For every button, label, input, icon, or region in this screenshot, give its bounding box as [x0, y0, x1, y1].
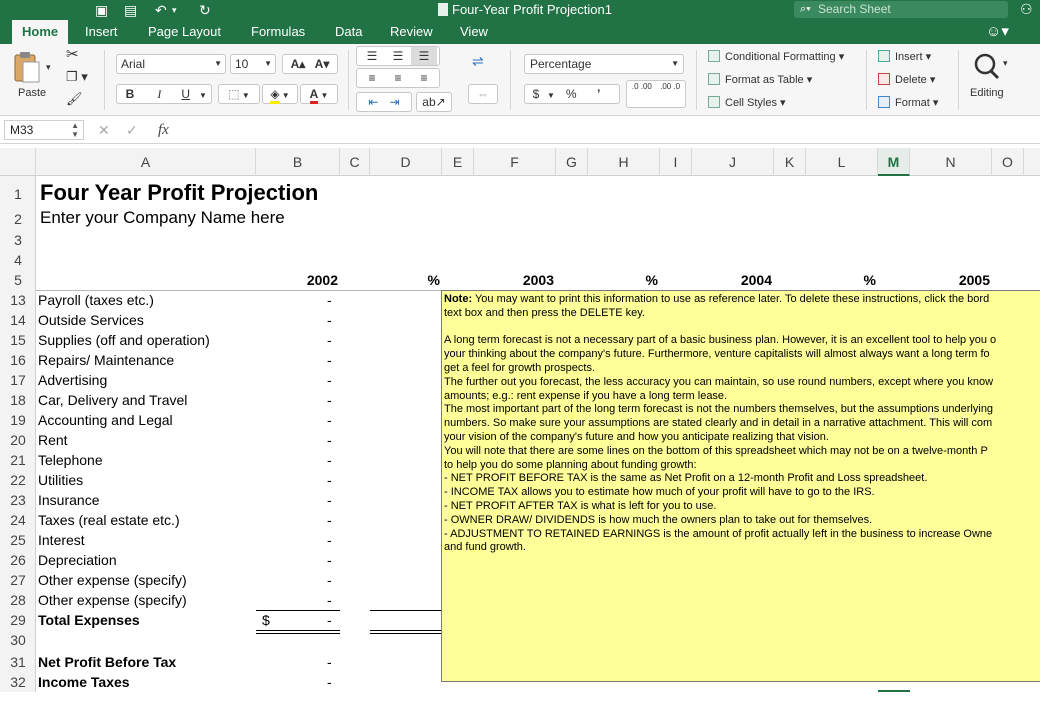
note-line: text box and then press the DELETE key.: [444, 306, 645, 319]
row-header[interactable]: 25: [10, 532, 26, 548]
column-header-h[interactable]: H: [588, 148, 660, 176]
row-label[interactable]: Telephone: [38, 452, 103, 468]
delete-cells-icon: [878, 73, 890, 85]
delete-cells-label: Delete: [895, 74, 927, 86]
decrease-decimal-button[interactable]: .00 .0: [660, 82, 681, 91]
conditional-formatting-button[interactable]: Conditional Formatting ▾: [708, 50, 844, 64]
note-line: - INCOME TAX allows you to estimate how much of your profit will have to go to the IRS.: [444, 486, 875, 499]
paste-button[interactable]: [12, 50, 42, 84]
year-header-2003[interactable]: 2003: [522, 272, 554, 288]
note-line: amounts; e.g.: rent expense if you have a long term lease.: [444, 389, 728, 402]
row-headers: [0, 176, 36, 714]
paste-dropdown-icon[interactable]: ▾: [46, 62, 51, 72]
format-cells-label: Format: [895, 97, 930, 109]
format-painter-icon[interactable]: 🖌: [66, 91, 83, 106]
row-label[interactable]: Rent: [38, 432, 68, 448]
magnifier-icon: [970, 50, 1010, 82]
align-top-icon[interactable]: ☰: [366, 49, 378, 63]
font-color-icon: A: [310, 87, 319, 104]
value-cell[interactable]: -: [327, 292, 332, 308]
row-header[interactable]: 19: [10, 412, 26, 428]
note-line: and fund growth.: [444, 541, 526, 554]
tab-home[interactable]: Home: [12, 20, 68, 44]
chevron-down-icon: ▼: [279, 91, 290, 100]
underline-button[interactable]: U: [181, 87, 191, 101]
row-header[interactable]: 30: [10, 632, 26, 648]
ribbon-tabs: [0, 20, 1040, 44]
format-as-table-label: Format as Table: [725, 74, 804, 86]
text-orientation-icon: ab↗: [422, 95, 446, 109]
cut-icon[interactable]: ✂: [66, 46, 79, 63]
title-bar: [0, 0, 1040, 20]
name-box-stepper-icon[interactable]: ▲ ▼: [71, 121, 79, 139]
column-header-d[interactable]: D: [370, 148, 442, 176]
chevron-down-icon: ▼: [671, 59, 679, 68]
row-label[interactable]: Outside Services: [38, 312, 144, 328]
currency-button[interactable]: $: [532, 87, 540, 101]
row-header[interactable]: 14: [10, 312, 26, 328]
net-profit-before-tax-label[interactable]: Net Profit Before Tax: [38, 654, 177, 670]
row-header[interactable]: 13: [10, 292, 26, 308]
editing-button[interactable]: [966, 50, 1016, 106]
tab-insert[interactable]: Insert: [85, 24, 118, 39]
row-label[interactable]: Insurance: [38, 492, 100, 508]
row-header[interactable]: 26: [10, 552, 26, 568]
note-line: A long term forecast is not a necessary part of a basic business plan. However, it is an excellent tool to help you o: [444, 334, 997, 347]
note-line: - OWNER DRAW/ DIVIDENDS is how much the owners plan to take out for themselves.: [444, 513, 873, 526]
search-icon: ⌕▾: [800, 3, 811, 15]
chevron-down-icon: ▼: [239, 91, 250, 100]
share-user-icon[interactable]: ⚇: [1020, 1, 1033, 17]
comma-button[interactable]: ʼ: [596, 87, 601, 101]
total-currency-symbol[interactable]: $: [262, 612, 270, 628]
note-lead: Note:: [444, 293, 473, 305]
row-header[interactable]: 16: [10, 352, 26, 368]
value-cell[interactable]: -: [327, 432, 332, 448]
increase-decimal-button[interactable]: .0 .00: [631, 82, 652, 91]
number-style-group: [524, 84, 620, 104]
formula-input[interactable]: [186, 120, 1026, 140]
row-label[interactable]: Repairs/ Maintenance: [38, 352, 175, 368]
row-header[interactable]: 3: [14, 232, 22, 248]
chevron-down-icon: ▼: [318, 91, 329, 100]
percent-button[interactable]: %: [565, 87, 577, 101]
sidebar-toggle-icon[interactable]: ▣: [95, 2, 109, 18]
row-label[interactable]: Accounting and Legal: [38, 412, 173, 428]
column-header-a[interactable]: A: [36, 148, 256, 176]
income-taxes-label[interactable]: Income Taxes: [38, 674, 130, 690]
align-right-icon[interactable]: ≡: [420, 71, 428, 85]
row-header[interactable]: 22: [10, 472, 26, 488]
value-cell[interactable]: -: [327, 654, 332, 670]
value-cell[interactable]: -: [327, 572, 332, 588]
fill-color-button[interactable]: [262, 84, 298, 104]
undo-dropdown-icon[interactable]: ▾: [172, 5, 177, 15]
chevron-down-icon: ▼: [264, 59, 272, 68]
conditional-formatting-icon: [708, 50, 720, 62]
year-header-2005[interactable]: 2005: [958, 272, 990, 288]
percent-header[interactable]: %: [645, 272, 658, 288]
align-bottom-icon[interactable]: ☰: [411, 47, 437, 65]
column-header-l[interactable]: L: [806, 148, 878, 176]
total-double-underline: [370, 633, 442, 634]
decrease-font-icon[interactable]: A▾: [314, 57, 330, 71]
document-icon: [438, 3, 448, 16]
row-header[interactable]: 1: [14, 186, 22, 202]
tab-formulas[interactable]: Formulas: [251, 24, 306, 39]
note-line: get a feel for growth prospects.: [444, 361, 596, 374]
year-header-2002[interactable]: 2002: [306, 272, 338, 288]
align-left-icon[interactable]: ≡: [368, 71, 376, 85]
number-format-value: Percentage: [530, 57, 592, 71]
row-label[interactable]: Payroll (taxes etc.): [38, 292, 154, 308]
column-header-e[interactable]: E: [442, 148, 474, 176]
font-size-grow-shrink[interactable]: [282, 54, 338, 74]
note-line: your vision of the company's future and how you anticipate realizing that vision.: [444, 430, 829, 443]
column-header-m[interactable]: M: [878, 148, 910, 176]
total-double-underline: [256, 630, 340, 631]
row-header[interactable]: 20: [10, 432, 26, 448]
row-header[interactable]: 24: [10, 512, 26, 528]
column-header-i[interactable]: I: [660, 148, 692, 176]
format-cells-icon: [878, 96, 890, 108]
value-cell[interactable]: -: [327, 532, 332, 548]
undo-icon[interactable]: ↶: [155, 2, 167, 18]
row-header[interactable]: 5: [14, 272, 22, 288]
vertical-align-group[interactable]: [356, 46, 440, 66]
cell-styles-label: Cell Styles: [725, 97, 777, 109]
row-label[interactable]: Supplies (off and operation): [38, 332, 210, 348]
borders-icon: ⬚: [228, 87, 240, 101]
row-header[interactable]: 4: [14, 252, 22, 268]
table-icon: [708, 73, 720, 85]
delete-cells-button[interactable]: Delete ▾: [878, 73, 935, 87]
font-name-select[interactable]: [116, 54, 226, 74]
value-cell[interactable]: -: [327, 452, 332, 468]
wrap-text-icon[interactable]: ⇌: [472, 53, 484, 69]
column-headers: [0, 148, 1040, 176]
cancel-entry-icon[interactable]: ✕: [98, 122, 110, 138]
search-placeholder: Search Sheet: [818, 2, 891, 16]
tab-page-layout[interactable]: Page Layout: [148, 24, 222, 39]
row-header[interactable]: 29: [10, 612, 26, 628]
window-title: Four-Year Profit Projection1: [452, 2, 612, 17]
note-line: You will note that there are some lines on the bottom of this spreadsheet which may not be on a twelve-month P: [444, 444, 988, 457]
row-label[interactable]: Other expense (specify): [38, 592, 187, 608]
copy-icon[interactable]: ❐ ▾: [66, 69, 88, 84]
paste-label: Paste: [18, 87, 47, 99]
screenshot-edge: [1040, 0, 1056, 714]
value-cell[interactable]: -: [327, 372, 332, 388]
value-cell[interactable]: -: [327, 412, 332, 428]
conditional-formatting-label: Conditional Formatting: [725, 51, 836, 63]
bold-button[interactable]: B: [125, 87, 135, 101]
row-header[interactable]: 28: [10, 592, 26, 608]
indent-group[interactable]: [356, 92, 412, 112]
merge-icon: ⇔: [477, 87, 489, 101]
year-header-2004[interactable]: 2004: [740, 272, 772, 288]
format-as-table-button[interactable]: Format as Table ▾: [708, 73, 812, 87]
note-line: - ADJUSTMENT TO RETAINED EARNINGS is the amount of profit actually left in the business to increase Owne: [444, 527, 993, 540]
column-header-o[interactable]: O: [992, 148, 1024, 176]
chevron-down-icon[interactable]: ▼: [199, 91, 207, 100]
value-cell[interactable]: -: [327, 472, 332, 488]
insert-function-button[interactable]: fx: [158, 122, 169, 138]
formula-bar: [0, 116, 1040, 144]
value-cell[interactable]: -: [327, 392, 332, 408]
clipboard-icon: [12, 50, 42, 84]
format-cells-button[interactable]: Format ▾: [878, 96, 938, 110]
font-color-button[interactable]: [300, 84, 338, 104]
decrease-indent-icon[interactable]: ⇤: [368, 95, 379, 109]
instructions-text-box[interactable]: [441, 290, 1041, 682]
row-label[interactable]: Depreciation: [38, 552, 117, 568]
column-header-c[interactable]: C: [340, 148, 370, 176]
save-icon[interactable]: ▤: [124, 2, 138, 18]
orientation-button[interactable]: [416, 92, 452, 112]
search-sheet-input[interactable]: [794, 1, 1008, 18]
value-cell[interactable]: -: [327, 592, 332, 608]
value-cell[interactable]: -: [327, 312, 332, 328]
total-top-border: [370, 610, 442, 611]
number-format-select[interactable]: [524, 54, 684, 74]
screenshot-edge: [0, 692, 1056, 714]
percent-header[interactable]: %: [863, 272, 876, 288]
row-label[interactable]: Car, Delivery and Travel: [38, 392, 188, 408]
name-box-value: M33: [10, 123, 34, 137]
row-label[interactable]: Other expense (specify): [38, 572, 187, 588]
chevron-down-icon: ▼: [214, 59, 222, 68]
column-header-n[interactable]: N: [910, 148, 992, 176]
total-expenses-label[interactable]: Total Expenses: [38, 612, 140, 628]
row-label[interactable]: Interest: [38, 532, 85, 548]
confirm-entry-icon[interactable]: ✓: [126, 122, 138, 138]
font-size-select[interactable]: [230, 54, 276, 74]
value-cell[interactable]: -: [327, 552, 332, 568]
name-box[interactable]: [4, 120, 84, 140]
tab-review[interactable]: Review: [390, 24, 433, 39]
note-line: - NET PROFIT BEFORE TAX is the same as Net Profit on a 12-month Profit and Loss spreadsheet.: [444, 472, 928, 485]
column-header-k[interactable]: K: [774, 148, 806, 176]
value-cell[interactable]: -: [327, 674, 332, 690]
redo-icon[interactable]: ↻: [199, 2, 211, 18]
note-line: [444, 321, 1038, 335]
ribbon: [0, 44, 1040, 116]
row-header[interactable]: 27: [10, 572, 26, 588]
align-center-icon[interactable]: ≡: [394, 71, 402, 85]
editing-label: Editing: [970, 87, 1004, 99]
column-header-g[interactable]: G: [556, 148, 588, 176]
note-line: your thinking about the company's future. Furthermore, venture capitalists will almost always want a long term fo: [444, 348, 990, 361]
row-header[interactable]: 31: [10, 654, 26, 670]
text-style-group: [116, 84, 212, 104]
percent-header[interactable]: %: [427, 272, 440, 288]
column-header-j[interactable]: J: [692, 148, 774, 176]
value-cell[interactable]: -: [327, 492, 332, 508]
note-line: [444, 293, 1038, 307]
row-label[interactable]: Utilities: [38, 472, 84, 488]
note-line: to help you do some planning about funding growth:: [444, 458, 697, 471]
value-cell[interactable]: -: [327, 332, 332, 348]
increase-font-icon[interactable]: A▴: [290, 57, 306, 71]
row-header[interactable]: 17: [10, 372, 26, 388]
company-name-cell[interactable]: Enter your Company Name here: [40, 208, 285, 227]
insert-cells-icon: [878, 50, 890, 62]
note-line: The most important part of the long term forecast is not the numbers themselves, but the assumptions underlying: [444, 403, 994, 416]
italic-button[interactable]: I: [157, 87, 162, 101]
column-header-b[interactable]: B: [256, 148, 340, 176]
row-label[interactable]: Advertising: [38, 372, 108, 388]
note-line: The further out you forecast, the less accuracy you can maintain, so use round numbers, except where you know: [444, 375, 994, 388]
tab-view[interactable]: View: [460, 24, 488, 39]
value-cell[interactable]: -: [327, 352, 332, 368]
chevron-down-icon[interactable]: ▼: [547, 91, 555, 100]
sheet-title[interactable]: Four Year Profit Projection: [40, 180, 319, 205]
cell-styles-button[interactable]: Cell Styles ▾: [708, 96, 786, 110]
decimal-group: [626, 80, 686, 108]
row-header[interactable]: 21: [10, 452, 26, 468]
borders-button[interactable]: [218, 84, 260, 104]
select-all-corner[interactable]: [0, 148, 36, 176]
fill-bucket-icon: ◈: [270, 87, 279, 104]
merge-center-button[interactable]: [468, 84, 498, 104]
row-header[interactable]: 32: [10, 674, 26, 690]
note-text: You may want to print this information to use as reference later. To delete these instructions, click the bord: [472, 293, 990, 305]
font-name-value: Arial: [121, 57, 146, 71]
column-header-f[interactable]: F: [474, 148, 556, 176]
align-middle-icon[interactable]: ☰: [392, 49, 404, 63]
row-label[interactable]: Taxes (real estate etc.): [38, 512, 180, 528]
row-header[interactable]: 15: [10, 332, 26, 348]
row-header[interactable]: 18: [10, 392, 26, 408]
feedback-smiley-icon[interactable]: ☺▾: [986, 23, 1009, 40]
total-expenses-value[interactable]: -: [327, 612, 332, 628]
insert-cells-button[interactable]: Insert ▾: [878, 50, 931, 64]
font-size-value: 10: [235, 57, 249, 71]
horizontal-align-group[interactable]: [356, 68, 440, 88]
note-line: numbers. So make sure your assumptions are stated clearly and in detail in a narrative attachment. This will com: [444, 417, 993, 430]
cell-styles-icon: [708, 96, 720, 108]
value-cell[interactable]: -: [327, 512, 332, 528]
row-header[interactable]: 23: [10, 492, 26, 508]
row-header[interactable]: 2: [14, 211, 22, 227]
total-double-underline: [370, 630, 442, 631]
insert-cells-label: Insert: [895, 51, 923, 63]
note-line: - NET PROFIT AFTER TAX is what is left for you to use.: [444, 499, 717, 512]
increase-indent-icon[interactable]: ⇥: [389, 95, 400, 109]
svg-text:▾: ▾: [1003, 58, 1008, 68]
tab-data[interactable]: Data: [335, 24, 363, 39]
total-double-underline: [256, 633, 340, 634]
